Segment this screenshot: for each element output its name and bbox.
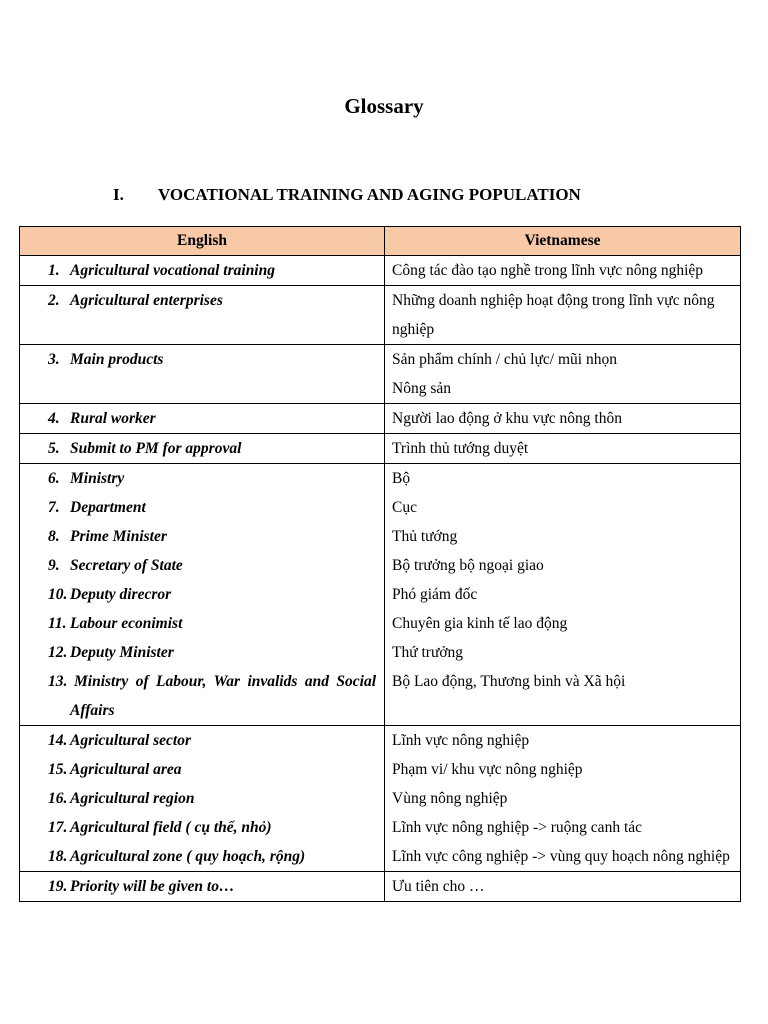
section-title: VOCATIONAL TRAINING AND AGING POPULATION — [158, 185, 581, 204]
table-row — [20, 464, 741, 726]
term-vietnamese: Thứ trưởng — [392, 644, 464, 661]
term-number: 19. — [48, 878, 68, 895]
page-title: Glossary — [344, 94, 424, 118]
term-text: Labour econimist — [70, 615, 183, 632]
term-vietnamese-cell — [385, 286, 741, 345]
term-vietnamese: Sản phẩm chính / chủ lực/ mũi nhọn — [392, 351, 617, 368]
term-text: Priority will be given to… — [70, 878, 235, 895]
term-number: 1. — [48, 262, 60, 279]
term-text: Agricultural region — [70, 790, 195, 807]
term-number: 8. — [48, 528, 60, 545]
term-english-cell — [20, 404, 385, 434]
term-english-cell — [20, 256, 385, 286]
term-number: 15. — [48, 761, 68, 778]
term-english — [20, 493, 384, 522]
term-english — [20, 256, 384, 285]
term-english — [20, 638, 384, 667]
term-english — [20, 755, 384, 784]
term-number: 7. — [48, 499, 60, 516]
term-number: 11. — [48, 615, 67, 632]
section-heading — [113, 185, 581, 205]
term-vietnamese-cell — [385, 872, 741, 902]
term-vietnamese: Những doanh nghiệp hoạt động trong lĩnh vực nông nghiệp — [392, 292, 715, 338]
term-text: Rural worker — [70, 410, 156, 427]
term-number: 9. — [48, 557, 60, 574]
term-text: Agricultural field ( cụ thể, nhỏ) — [70, 819, 272, 836]
term-english — [20, 842, 384, 871]
header-english: English — [20, 227, 385, 256]
term-vietnamese: Ưu tiên cho … — [392, 878, 485, 895]
glossary-table — [19, 226, 741, 902]
term-vietnamese: Nông sản — [392, 380, 451, 397]
term-english-cell — [20, 345, 385, 404]
term-vietnamese: Thủ tướng — [392, 528, 458, 545]
term-english-cell — [20, 872, 385, 902]
term-english-cell — [20, 464, 385, 726]
term-text: Ministry — [70, 470, 125, 487]
term-english — [20, 551, 384, 580]
term-vietnamese: Lĩnh vực công nghiệp -> vùng quy hoạch nông nghiệp — [392, 848, 730, 865]
term-english — [20, 286, 384, 315]
term-vietnamese-cell — [385, 726, 741, 872]
term-number: 17. — [48, 819, 68, 836]
term-text: Agricultural enterprises — [70, 292, 223, 309]
term-number: 6. — [48, 470, 60, 487]
table-row — [20, 345, 741, 404]
term-english — [20, 404, 384, 433]
term-english — [20, 580, 384, 609]
term-english — [20, 726, 384, 755]
table-header-row — [20, 227, 741, 256]
term-text: Ministry of Labour, War invalids and Social Affairs — [70, 673, 376, 719]
term-vietnamese-cell — [385, 464, 741, 726]
term-text: Department — [70, 499, 146, 516]
term-english — [20, 813, 384, 842]
term-text: Prime Minister — [70, 528, 167, 545]
term-text: Deputy direcror — [70, 586, 172, 603]
term-number: 14. — [48, 732, 68, 749]
term-text: Deputy Minister — [70, 644, 174, 661]
term-vietnamese: Bộ trưởng bộ ngoại giao — [392, 557, 544, 574]
term-number: 13. — [48, 673, 68, 690]
term-text: Agricultural area — [70, 761, 182, 778]
term-number: 12. — [48, 644, 68, 661]
term-english — [20, 667, 384, 725]
term-number: 5. — [48, 440, 60, 457]
term-number: 16. — [48, 790, 68, 807]
term-english — [20, 784, 384, 813]
term-english — [20, 609, 384, 638]
term-vietnamese: Phó giám đốc — [392, 586, 478, 603]
table-row — [20, 434, 741, 464]
term-english — [20, 464, 384, 493]
term-text: Main products — [70, 351, 164, 368]
term-text: Secretary of State — [70, 557, 183, 574]
term-number: 3. — [48, 351, 60, 368]
term-vietnamese-cell — [385, 434, 741, 464]
term-vietnamese: Vùng nông nghiệp — [392, 790, 508, 807]
term-number: 2. — [48, 292, 60, 309]
term-vietnamese: Chuyên gia kinh tế lao động — [392, 615, 568, 632]
term-vietnamese: Công tác đào tạo nghề trong lĩnh vực nông nghiệp — [392, 262, 704, 279]
term-english — [20, 522, 384, 551]
table-row — [20, 726, 741, 872]
term-english — [20, 872, 384, 901]
term-english — [20, 434, 384, 463]
header-vietnamese: Vietnamese — [385, 227, 741, 256]
table-row — [20, 256, 741, 286]
term-vietnamese: Người lao động ở khu vực nông thôn — [392, 410, 622, 427]
term-text: Submit to PM for approval — [70, 440, 242, 457]
table-row — [20, 872, 741, 902]
term-english-cell — [20, 434, 385, 464]
term-vietnamese-cell — [385, 256, 741, 286]
term-english-cell — [20, 286, 385, 345]
term-vietnamese: Trình thủ tướng duyệt — [392, 440, 529, 457]
term-vietnamese: Phạm vi/ khu vực nông nghiệp — [392, 761, 583, 778]
term-vietnamese: Bộ Lao động, Thương binh và Xã hội — [392, 673, 626, 690]
term-number: 4. — [48, 410, 60, 427]
term-english-cell — [20, 726, 385, 872]
term-vietnamese-cell — [385, 345, 741, 404]
term-english — [20, 345, 384, 374]
section-number: I. — [113, 185, 124, 204]
term-vietnamese-cell — [385, 404, 741, 434]
term-number: 18. — [48, 848, 68, 865]
term-text: Agricultural zone ( quy hoạch, rộng) — [70, 848, 306, 865]
term-text: Agricultural vocational training — [70, 262, 275, 279]
term-vietnamese: Lĩnh vực nông nghiệp — [392, 732, 530, 749]
table-row — [20, 286, 741, 345]
term-vietnamese: Lĩnh vực nông nghiệp -> ruộng canh tác — [392, 819, 643, 836]
table-row — [20, 404, 741, 434]
term-text: Agricultural sector — [70, 732, 192, 749]
term-vietnamese: Bộ — [392, 470, 411, 487]
term-number: 10. — [48, 586, 68, 603]
term-vietnamese: Cục — [392, 499, 417, 516]
